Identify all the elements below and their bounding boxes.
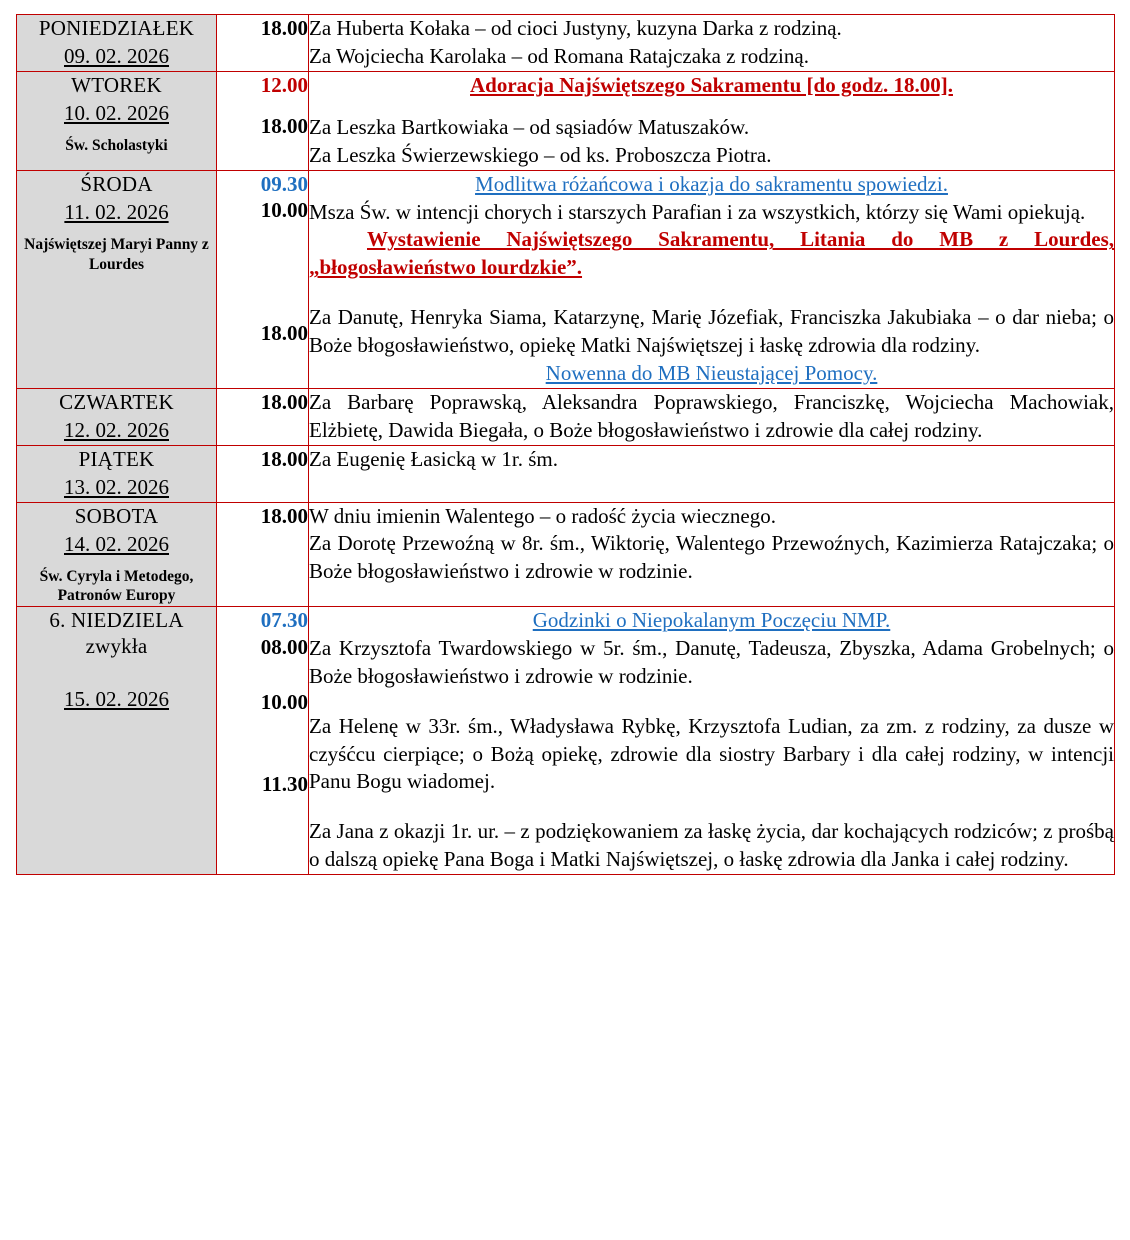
intention-line: W dniu imienin Walentego – o radość życia wiecznego. bbox=[309, 503, 776, 528]
day-name: 6. NIEDZIELA bbox=[49, 607, 184, 632]
time-cell-tuesday bbox=[217, 71, 309, 170]
day-date: 09. 02. 2026 bbox=[64, 44, 169, 69]
table-row bbox=[17, 445, 1115, 502]
time-value: 10.00 bbox=[260, 198, 308, 223]
intentions-cell-saturday bbox=[309, 502, 1115, 606]
intention-line: Za Jana z okazji 1r. ur. – z podziękowaniem za łaskę życia, dar kochających rodziców; z prośbą o dalszą opiekę Pana Boga i Matki Najświętszej, o łaskę zdrowia dla Janka i całej rodziny. bbox=[309, 819, 1114, 872]
day-cell-monday bbox=[17, 15, 217, 72]
announcement-line: Modlitwa różańcowa i okazja do sakramentu spowiedzi. bbox=[475, 171, 948, 196]
day-cell-sunday bbox=[17, 606, 217, 874]
table-row bbox=[17, 15, 1115, 72]
table-row bbox=[17, 389, 1115, 446]
intention-line: Za Wojciecha Karolaka – od Romana Ratajczaka z rodziną. bbox=[309, 43, 809, 68]
intentions-cell-monday bbox=[309, 15, 1115, 72]
day-saint: Św. Scholastyki bbox=[65, 137, 168, 155]
time-value: 09.30 bbox=[260, 171, 308, 196]
day-cell-wednesday bbox=[17, 170, 217, 388]
time-value: 07.30 bbox=[260, 607, 308, 632]
intention-line: Za Dorotę Przewoźną w 8r. śm., Wiktorię, Walentego Przewoźnych, Kazimierza Ratajczaka; o Boże błogosławieństwo i zdrowie w rodzinie. bbox=[309, 531, 1114, 584]
intention-line: Za Leszka Świerzewskiego – od ks. Proboszcza Piotra. bbox=[309, 142, 772, 167]
intention-line: Msza Św. w intencji chorych i starszych Parafian i za wszystkich, którzy się Wami opiekują. bbox=[309, 199, 1086, 224]
time-value: 18.00 bbox=[260, 321, 308, 346]
announcement-line: Nowenna do MB Nieustającej Pomocy. bbox=[545, 361, 878, 386]
day-cell-tuesday bbox=[17, 71, 217, 170]
day-name: SOBOTA bbox=[74, 503, 159, 528]
day-name: PIĄTEK bbox=[78, 446, 155, 471]
intentions-cell-thursday bbox=[309, 389, 1115, 446]
day-saint: Św. Cyryla i Metodego, Patronów Europy bbox=[39, 568, 194, 605]
time-value: 18.00 bbox=[260, 446, 308, 471]
time-cell-wednesday bbox=[217, 170, 309, 388]
day-date: 12. 02. 2026 bbox=[64, 418, 169, 443]
day-name-second-line: zwykła bbox=[85, 634, 148, 659]
mass-intentions-table bbox=[16, 14, 1115, 875]
intentions-cell-friday bbox=[309, 445, 1115, 502]
time-cell-saturday bbox=[217, 502, 309, 606]
announcement-line: Wystawienie Najświętszego Sakramentu, Litania do MB z Lourdes, „błogosławieństwo lourdzkie”. bbox=[309, 227, 1114, 280]
announcement-line: Godzinki o Niepokalanym Poczęciu NMP. bbox=[532, 607, 891, 632]
day-name: CZWARTEK bbox=[59, 390, 174, 415]
table-row bbox=[17, 606, 1115, 874]
day-name: WTOREK bbox=[71, 72, 162, 97]
day-saint: Najświętszej Maryi Panny z Lourdes bbox=[24, 236, 209, 273]
time-cell-thursday bbox=[217, 389, 309, 446]
time-value: 10.00 bbox=[260, 689, 308, 714]
time-value: 08.00 bbox=[260, 634, 308, 659]
day-cell-saturday bbox=[17, 502, 217, 606]
day-name: PONIEDZIAŁEK bbox=[38, 16, 195, 40]
intention-line: Za Eugenię Łasicką w 1r. śm. bbox=[309, 446, 559, 471]
intention-line: Za Huberta Kołaka – od cioci Justyny, kuzyna Darka z rodziną. bbox=[309, 16, 842, 40]
time-cell-monday bbox=[217, 15, 309, 72]
intention-line: Za Leszka Bartkowiaka – od sąsiadów Matuszaków. bbox=[309, 114, 750, 139]
time-value: 12.00 bbox=[260, 72, 308, 97]
time-cell-friday bbox=[217, 445, 309, 502]
time-value: 18.00 bbox=[260, 390, 308, 415]
table-row bbox=[17, 170, 1115, 388]
day-cell-thursday bbox=[17, 389, 217, 446]
day-cell-friday bbox=[17, 445, 217, 502]
intentions-cell-sunday bbox=[309, 606, 1115, 874]
day-date: 13. 02. 2026 bbox=[64, 475, 169, 500]
table-row bbox=[17, 502, 1115, 606]
time-cell-sunday bbox=[217, 606, 309, 874]
announcement-line: Adoracja Najświętszego Sakramentu [do godz. 18.00]. bbox=[470, 72, 953, 97]
table-row bbox=[17, 71, 1115, 170]
intention-line: Za Danutę, Henryka Siama, Katarzynę, Marię Józefiak, Franciszka Jakubiaka – o dar nieba; o Boże błogosławieństwo, opiekę Matki Najświętszej i łaskę zdrowia dla rodziny. bbox=[309, 305, 1114, 358]
day-date: 14. 02. 2026 bbox=[64, 531, 169, 556]
intentions-cell-wednesday bbox=[309, 170, 1115, 388]
time-value: 18.00 bbox=[260, 16, 308, 40]
intention-line: Za Helenę w 33r. śm., Władysława Rybkę, Krzysztofa Ludian, za zm. z rodziny, za dusze w czyśćcu cierpiące; o Bożą opiekę, zdrowie dla siostry Barbary i dla całej rodziny, w intencji Panu Bogu wiadomej. bbox=[309, 713, 1114, 794]
day-date: 15. 02. 2026 bbox=[64, 687, 169, 712]
day-date: 10. 02. 2026 bbox=[64, 101, 169, 126]
day-name: ŚRODA bbox=[80, 171, 153, 196]
intention-line: Za Krzysztofa Twardowskiego w 5r. śm., Danutę, Tadeusza, Zbyszka, Adama Grobelnych; o Boże błogosławieństwo i zdrowie w rodzinie. bbox=[309, 635, 1114, 688]
time-value: 11.30 bbox=[261, 772, 308, 797]
time-value: 18.00 bbox=[260, 503, 308, 528]
intention-line: Za Barbarę Poprawską, Aleksandra Poprawskiego, Franciszkę, Wojciecha Machowiak, Elżbietę, Dawida Biegała, o Boże błogosławieństwo i zdrowie dla całej rodziny. bbox=[309, 390, 1114, 442]
intentions-cell-tuesday bbox=[309, 71, 1115, 170]
time-value: 18.00 bbox=[260, 113, 308, 138]
day-date: 11. 02. 2026 bbox=[64, 199, 169, 224]
